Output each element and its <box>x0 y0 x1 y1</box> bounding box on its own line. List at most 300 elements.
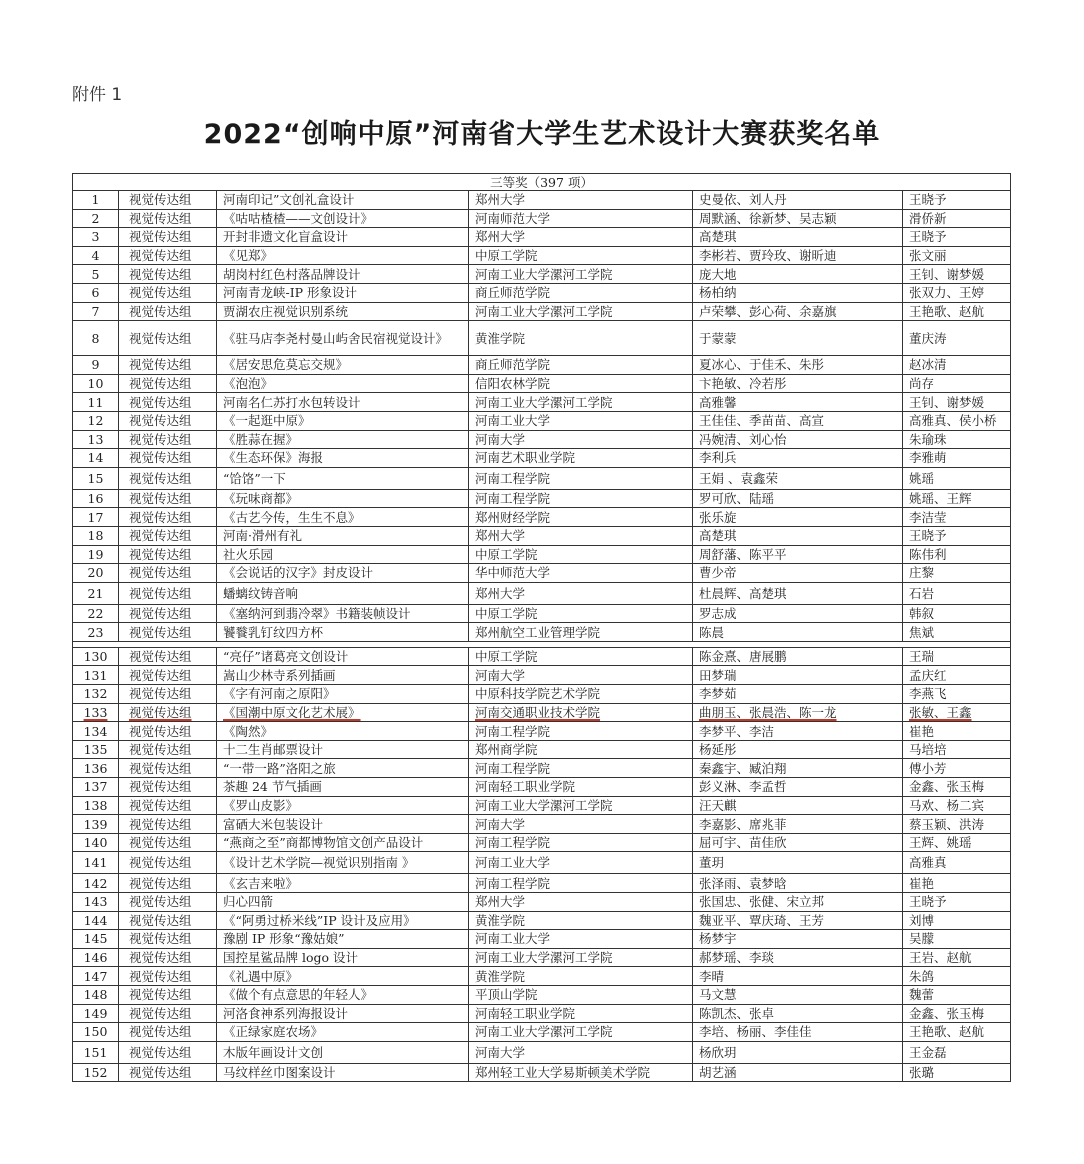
group-cell: 视觉传达组 <box>119 374 217 393</box>
work-title-cell: 河南·滑州有礼 <box>217 526 469 545</box>
table-row <box>73 759 1011 778</box>
work-title-cell: 河南印记”文创礼盒设计 <box>217 191 469 210</box>
row-number-cell: 3 <box>73 228 119 247</box>
table-row <box>73 265 1011 284</box>
students-cell: 周默涵、徐新梦、吴志颖 <box>693 209 903 228</box>
group-cell: 视觉传达组 <box>119 930 217 949</box>
group-cell: 视觉传达组 <box>119 209 217 228</box>
work-title-cell: 《居安思危莫忘交规》 <box>217 356 469 375</box>
row-number-cell: 151 <box>73 1041 119 1063</box>
school-cell: 河南工程学院 <box>469 722 693 741</box>
advisor-cell: 孟庆红 <box>903 666 1011 685</box>
table-row <box>73 666 1011 685</box>
advisor-cell: 金鑫、张玉梅 <box>903 778 1011 797</box>
row-number-cell: 5 <box>73 265 119 284</box>
students-cell: 杨梦宇 <box>693 930 903 949</box>
row-number-cell: 16 <box>73 489 119 508</box>
students-cell: 杨延彤 <box>693 740 903 759</box>
table-row <box>73 948 1011 967</box>
students-cell: 王娟 、袁鑫荣 <box>693 467 903 489</box>
row-number-cell: 8 <box>73 321 119 356</box>
advisor-cell: 王晓予 <box>903 893 1011 912</box>
table-row <box>73 228 1011 247</box>
students-cell: 彭义淋、李孟哲 <box>693 778 903 797</box>
students-cell: 陈金熹、唐展鹏 <box>693 647 903 666</box>
group-cell: 视觉传达组 <box>119 302 217 321</box>
table-row <box>73 545 1011 564</box>
table-row <box>73 467 1011 489</box>
row-number-cell: 150 <box>73 1023 119 1042</box>
advisor-cell: 刘博 <box>903 911 1011 930</box>
group-cell: 视觉传达组 <box>119 508 217 527</box>
group-cell: 视觉传达组 <box>119 228 217 247</box>
award-table <box>72 173 1011 1082</box>
group-cell: 视觉传达组 <box>119 430 217 449</box>
group-cell: 视觉传达组 <box>119 1063 217 1082</box>
advisor-cell: 李雅萌 <box>903 449 1011 468</box>
school-cell: 河南工业大学漯河工学院 <box>469 948 693 967</box>
students-cell: 李彬若、贾玲玫、谢昕迪 <box>693 246 903 265</box>
row-number-cell: 2 <box>73 209 119 228</box>
award-header-row <box>73 174 1011 191</box>
table-row <box>73 321 1011 356</box>
students-cell: 胡艺涵 <box>693 1063 903 1082</box>
work-title-cell: 嵩山少林寺系列插画 <box>217 666 469 685</box>
students-cell: 冯婉清、刘心怡 <box>693 430 903 449</box>
table-row <box>73 930 1011 949</box>
school-cell: 黄淮学院 <box>469 321 693 356</box>
advisor-cell: 李燕飞 <box>903 685 1011 704</box>
table-row <box>73 722 1011 741</box>
school-cell: 中原工学院 <box>469 647 693 666</box>
table-row <box>73 874 1011 893</box>
school-cell: 郑州大学 <box>469 228 693 247</box>
work-title-cell: 《正绿家庭农场》 <box>217 1023 469 1042</box>
row-number-cell: 136 <box>73 759 119 778</box>
work-title-cell: 豫剧 IP 形象“豫姑娘” <box>217 930 469 949</box>
group-cell: 视觉传达组 <box>119 489 217 508</box>
school-cell: 郑州轻工业大学易斯顿美术学院 <box>469 1063 693 1082</box>
students-cell: 庞大地 <box>693 265 903 284</box>
students-cell: 李晴 <box>693 967 903 986</box>
row-number-cell: 137 <box>73 778 119 797</box>
school-cell: 郑州大学 <box>469 526 693 545</box>
advisor-cell: 姚瑶 <box>903 467 1011 489</box>
group-cell: 视觉传达组 <box>119 911 217 930</box>
advisor-cell: 陈伟利 <box>903 545 1011 564</box>
work-title-cell: 马纹样丝巾图案设计 <box>217 1063 469 1082</box>
work-title-cell: 《见郑》 <box>217 246 469 265</box>
group-cell: 视觉传达组 <box>119 283 217 302</box>
table-row <box>73 778 1011 797</box>
work-title-cell: 蟠螭纹铸音响 <box>217 582 469 604</box>
students-cell: 陈晨 <box>693 623 903 642</box>
table-row <box>73 893 1011 912</box>
row-number-cell: 138 <box>73 796 119 815</box>
school-cell: 信阳农林学院 <box>469 374 693 393</box>
students-cell: 卢荣攀、彭心荷、余嘉旗 <box>693 302 903 321</box>
group-cell: 视觉传达组 <box>119 796 217 815</box>
students-cell: 罗可欣、陆瑶 <box>693 489 903 508</box>
students-cell: 罗志成 <box>693 604 903 623</box>
row-number-cell: 133 <box>73 703 119 722</box>
work-title-cell: 《玩味商都》 <box>217 489 469 508</box>
students-cell: 李梦平、李洁 <box>693 722 903 741</box>
row-number-cell: 140 <box>73 833 119 852</box>
work-title-cell: 十二生肖邮票设计 <box>217 740 469 759</box>
group-cell: 视觉传达组 <box>119 740 217 759</box>
school-cell: 河南工程学院 <box>469 759 693 778</box>
table-row <box>73 191 1011 210</box>
table-row <box>73 740 1011 759</box>
row-number-cell: 19 <box>73 545 119 564</box>
table-row <box>73 283 1011 302</box>
row-number-cell: 15 <box>73 467 119 489</box>
row-number-cell: 4 <box>73 246 119 265</box>
advisor-cell: 傅小芳 <box>903 759 1011 778</box>
advisor-cell: 张敏、王鑫 <box>903 703 1011 722</box>
advisor-cell: 崔艳 <box>903 722 1011 741</box>
table-row <box>73 967 1011 986</box>
students-cell: 秦鑫宇、臧泊翔 <box>693 759 903 778</box>
table-row <box>73 1023 1011 1042</box>
group-cell: 视觉传达组 <box>119 985 217 1004</box>
table-row <box>73 508 1011 527</box>
group-cell: 视觉传达组 <box>119 833 217 852</box>
school-cell: 黄淮学院 <box>469 967 693 986</box>
students-cell: 郝梦瑶、李琰 <box>693 948 903 967</box>
page-title: 2022“创响中原”河南省大学生艺术设计大赛获奖名单 <box>203 119 881 150</box>
table-row <box>73 1063 1011 1082</box>
group-cell: 视觉传达组 <box>119 852 217 874</box>
advisor-cell: 崔艳 <box>903 874 1011 893</box>
work-title-cell: 开封非遗文化盲盒设计 <box>217 228 469 247</box>
advisor-cell: 王艳歌、赵航 <box>903 1023 1011 1042</box>
work-title-cell: 《泡泡》 <box>217 374 469 393</box>
row-number-cell: 9 <box>73 356 119 375</box>
row-number-cell: 14 <box>73 449 119 468</box>
table-row <box>73 411 1011 430</box>
table-row <box>73 302 1011 321</box>
school-cell: 河南大学 <box>469 430 693 449</box>
advisor-cell: 张文丽 <box>903 246 1011 265</box>
advisor-cell: 魏蕾 <box>903 985 1011 1004</box>
row-number-cell: 18 <box>73 526 119 545</box>
group-cell: 视觉传达组 <box>119 893 217 912</box>
row-number-cell: 152 <box>73 1063 119 1082</box>
row-number-cell: 17 <box>73 508 119 527</box>
group-cell: 视觉传达组 <box>119 411 217 430</box>
table-row <box>73 911 1011 930</box>
advisor-cell: 金鑫、张玉梅 <box>903 1004 1011 1023</box>
table-row <box>73 582 1011 604</box>
school-cell: 河南工业大学漯河工学院 <box>469 302 693 321</box>
advisor-cell: 王钊、谢梦媛 <box>903 393 1011 412</box>
work-title-cell: 河南青龙峡-IP 形象设计 <box>217 283 469 302</box>
students-cell: 陈凯杰、张卓 <box>693 1004 903 1023</box>
students-cell: 屈可宇、苗佳欣 <box>693 833 903 852</box>
school-cell: 商丘师范学院 <box>469 356 693 375</box>
students-cell: 曹少帝 <box>693 564 903 583</box>
school-cell: 河南工程学院 <box>469 833 693 852</box>
work-title-cell: 贾湖农庄视觉识别系统 <box>217 302 469 321</box>
school-cell: 河南工业大学 <box>469 411 693 430</box>
group-cell: 视觉传达组 <box>119 604 217 623</box>
group-cell: 视觉传达组 <box>119 564 217 583</box>
table-row <box>73 449 1011 468</box>
school-cell: 河南大学 <box>469 666 693 685</box>
row-number-cell: 139 <box>73 815 119 834</box>
work-title-cell: 茶趣 24 节气插画 <box>217 778 469 797</box>
group-cell: 视觉传达组 <box>119 647 217 666</box>
row-number-cell: 10 <box>73 374 119 393</box>
advisor-cell: 董庆涛 <box>903 321 1011 356</box>
table-row <box>73 374 1011 393</box>
work-title-cell: 《字有河南之原阳》 <box>217 685 469 704</box>
table-row <box>73 647 1011 666</box>
group-cell: 视觉传达组 <box>119 722 217 741</box>
table-row <box>73 703 1011 722</box>
work-title-cell: 社火乐园 <box>217 545 469 564</box>
school-cell: 华中师范大学 <box>469 564 693 583</box>
table-row <box>73 489 1011 508</box>
table-row <box>73 430 1011 449</box>
group-cell: 视觉传达组 <box>119 1023 217 1042</box>
school-cell: 河南工业大学漯河工学院 <box>469 265 693 284</box>
row-number-cell: 149 <box>73 1004 119 1023</box>
students-cell: 李培、杨丽、李佳佳 <box>693 1023 903 1042</box>
students-cell: 杜晨辉、高楚琪 <box>693 582 903 604</box>
group-cell: 视觉传达组 <box>119 265 217 284</box>
table-row <box>73 526 1011 545</box>
group-cell: 视觉传达组 <box>119 449 217 468</box>
group-cell: 视觉传达组 <box>119 582 217 604</box>
group-cell: 视觉传达组 <box>119 191 217 210</box>
advisor-cell: 朱瑜珠 <box>903 430 1011 449</box>
table-row <box>73 833 1011 852</box>
table-row <box>73 815 1011 834</box>
group-cell: 视觉传达组 <box>119 1004 217 1023</box>
work-title-cell: 河洛食神系列海报设计 <box>217 1004 469 1023</box>
school-cell: 黄淮学院 <box>469 911 693 930</box>
table-row <box>73 1004 1011 1023</box>
table-row <box>73 796 1011 815</box>
students-cell: 汪天麒 <box>693 796 903 815</box>
advisor-cell: 庄黎 <box>903 564 1011 583</box>
students-cell: 王佳佳、季苗苗、高宣 <box>693 411 903 430</box>
students-cell: 高楚琪 <box>693 228 903 247</box>
advisor-cell: 高雅真、侯小桥 <box>903 411 1011 430</box>
work-title-cell: “饸饹”一下 <box>217 467 469 489</box>
group-cell: 视觉传达组 <box>119 967 217 986</box>
school-cell: 河南工业大学漯河工学院 <box>469 393 693 412</box>
advisor-cell: 王岩、赵航 <box>903 948 1011 967</box>
row-number-cell: 141 <box>73 852 119 874</box>
row-number-cell: 145 <box>73 930 119 949</box>
work-title-cell: 《陶然》 <box>217 722 469 741</box>
advisor-cell: 赵冰清 <box>903 356 1011 375</box>
group-cell: 视觉传达组 <box>119 623 217 642</box>
work-title-cell: 河南名仁苏打水包转设计 <box>217 393 469 412</box>
advisor-cell: 姚瑶、王辉 <box>903 489 1011 508</box>
table-row <box>73 356 1011 375</box>
work-title-cell: “亮仔”诸葛亮文创设计 <box>217 647 469 666</box>
school-cell: 河南艺术职业学院 <box>469 449 693 468</box>
row-number-cell: 143 <box>73 893 119 912</box>
work-title-cell: 木版年画设计文创 <box>217 1041 469 1063</box>
work-title-cell: 国控星鲨品牌 logo 设计 <box>217 948 469 967</box>
table-row <box>73 604 1011 623</box>
group-cell: 视觉传达组 <box>119 321 217 356</box>
row-number-cell: 23 <box>73 623 119 642</box>
row-number-cell: 144 <box>73 911 119 930</box>
advisor-cell: 马欢、杨二宾 <box>903 796 1011 815</box>
students-cell: 卞艳敏、冷若彤 <box>693 374 903 393</box>
school-cell: 河南工程学院 <box>469 489 693 508</box>
work-title-cell: 《礼遇中原》 <box>217 967 469 986</box>
students-cell: 魏亚平、覃庆琦、王芳 <box>693 911 903 930</box>
advisor-cell: 王瑞 <box>903 647 1011 666</box>
students-cell: 李利兵 <box>693 449 903 468</box>
row-number-cell: 147 <box>73 967 119 986</box>
advisor-cell: 焦斌 <box>903 623 1011 642</box>
table-row <box>73 852 1011 874</box>
advisor-cell: 王晓予 <box>903 228 1011 247</box>
students-cell: 杨柏纳 <box>693 283 903 302</box>
group-cell: 视觉传达组 <box>119 948 217 967</box>
advisor-cell: 石岩 <box>903 582 1011 604</box>
school-cell: 郑州航空工业管理学院 <box>469 623 693 642</box>
work-title-cell: 《设计艺术学院—视觉识别指南 》 <box>217 852 469 874</box>
table-row <box>73 564 1011 583</box>
group-cell: 视觉传达组 <box>119 666 217 685</box>
attachment-label: 附件 1 <box>72 85 123 105</box>
advisor-cell: 王钊、谢梦媛 <box>903 265 1011 284</box>
row-number-cell: 148 <box>73 985 119 1004</box>
table-row <box>73 209 1011 228</box>
school-cell: 河南工业大学漯河工学院 <box>469 796 693 815</box>
advisor-cell: 马培培 <box>903 740 1011 759</box>
students-cell: 张国忠、张健、宋立邦 <box>693 893 903 912</box>
advisor-cell: 吴朦 <box>903 930 1011 949</box>
group-cell: 视觉传达组 <box>119 703 217 722</box>
students-cell: 李嘉影、席兆菲 <box>693 815 903 834</box>
table-row <box>73 246 1011 265</box>
school-cell: 河南交通职业技术学院 <box>469 703 693 722</box>
advisor-cell: 王辉、姚瑶 <box>903 833 1011 852</box>
school-cell: 平顶山学院 <box>469 985 693 1004</box>
advisor-cell: 王艳歌、赵航 <box>903 302 1011 321</box>
row-number-cell: 11 <box>73 393 119 412</box>
school-cell: 河南工业大学漯河工学院 <box>469 1023 693 1042</box>
school-cell: 河南师范大学 <box>469 209 693 228</box>
row-number-cell: 146 <box>73 948 119 967</box>
advisor-cell: 韩叙 <box>903 604 1011 623</box>
advisor-cell: 张璐 <box>903 1063 1011 1082</box>
table-row <box>73 685 1011 704</box>
row-number-cell: 130 <box>73 647 119 666</box>
work-title-cell: 富硒大米包装设计 <box>217 815 469 834</box>
group-cell: 视觉传达组 <box>119 1041 217 1063</box>
row-number-cell: 6 <box>73 283 119 302</box>
students-cell: 曲朋玉、张晨浩、陈一龙 <box>693 703 903 722</box>
advisor-cell: 王晓予 <box>903 191 1011 210</box>
row-number-cell: 134 <box>73 722 119 741</box>
row-number-cell: 135 <box>73 740 119 759</box>
advisor-cell: 朱鸽 <box>903 967 1011 986</box>
students-cell: 田梦瑞 <box>693 666 903 685</box>
group-cell: 视觉传达组 <box>119 815 217 834</box>
school-cell: 郑州财经学院 <box>469 508 693 527</box>
work-title-cell: 《“阿勇过桥米线”IP 设计及应用》 <box>217 911 469 930</box>
work-title-cell: 饕餮乳钉纹四方杯 <box>217 623 469 642</box>
advisor-cell: 张双力、王婷 <box>903 283 1011 302</box>
students-cell: 高楚琪 <box>693 526 903 545</box>
work-title-cell: 胡岗村红色村落品牌设计 <box>217 265 469 284</box>
table-row <box>73 623 1011 642</box>
students-cell: 董玥 <box>693 852 903 874</box>
work-title-cell: “一带一路”洛阳之旅 <box>217 759 469 778</box>
work-title-cell: 《做个有点意思的年轻人》 <box>217 985 469 1004</box>
row-number-cell: 132 <box>73 685 119 704</box>
table-row <box>73 985 1011 1004</box>
group-cell: 视觉传达组 <box>119 526 217 545</box>
school-cell: 中原工学院 <box>469 545 693 564</box>
group-cell: 视觉传达组 <box>119 874 217 893</box>
work-title-cell: 《一起逛中原》 <box>217 411 469 430</box>
school-cell: 河南工业大学 <box>469 852 693 874</box>
advisor-cell: 滑侨新 <box>903 209 1011 228</box>
group-cell: 视觉传达组 <box>119 685 217 704</box>
group-cell: 视觉传达组 <box>119 467 217 489</box>
group-cell: 视觉传达组 <box>119 393 217 412</box>
row-number-cell: 20 <box>73 564 119 583</box>
school-cell: 河南大学 <box>469 815 693 834</box>
work-title-cell: 《胜蒜在握》 <box>217 430 469 449</box>
students-cell: 周舒藩、陈平平 <box>693 545 903 564</box>
school-cell: 河南工程学院 <box>469 467 693 489</box>
school-cell: 郑州商学院 <box>469 740 693 759</box>
row-number-cell: 21 <box>73 582 119 604</box>
students-cell: 张泽雨、袁梦晗 <box>693 874 903 893</box>
students-cell: 于蒙蒙 <box>693 321 903 356</box>
students-cell: 张乐旋 <box>693 508 903 527</box>
row-number-cell: 7 <box>73 302 119 321</box>
students-cell: 杨欣玥 <box>693 1041 903 1063</box>
row-number-cell: 12 <box>73 411 119 430</box>
work-title-cell: 《玄吉来啦》 <box>217 874 469 893</box>
group-cell: 视觉传达组 <box>119 545 217 564</box>
school-cell: 河南工程学院 <box>469 874 693 893</box>
school-cell: 郑州大学 <box>469 893 693 912</box>
row-number-cell: 22 <box>73 604 119 623</box>
work-title-cell: 《咕咕楂楂——文创设计》 <box>217 209 469 228</box>
school-cell: 郑州大学 <box>469 191 693 210</box>
students-cell: 马文慧 <box>693 985 903 1004</box>
students-cell: 夏冰心、于佳禾、朱彤 <box>693 356 903 375</box>
advisor-cell: 李洁莹 <box>903 508 1011 527</box>
work-title-cell: 《生态环保》海报 <box>217 449 469 468</box>
school-cell: 郑州大学 <box>469 582 693 604</box>
school-cell: 中原工学院 <box>469 604 693 623</box>
school-cell: 河南大学 <box>469 1041 693 1063</box>
group-cell: 视觉传达组 <box>119 356 217 375</box>
students-cell: 高雅馨 <box>693 393 903 412</box>
school-cell: 河南轻工职业学院 <box>469 778 693 797</box>
award-header: 三等奖（397 项） <box>73 174 1011 191</box>
row-number-cell: 13 <box>73 430 119 449</box>
work-title-cell: 《国潮中原文化艺术展》 <box>217 703 469 722</box>
